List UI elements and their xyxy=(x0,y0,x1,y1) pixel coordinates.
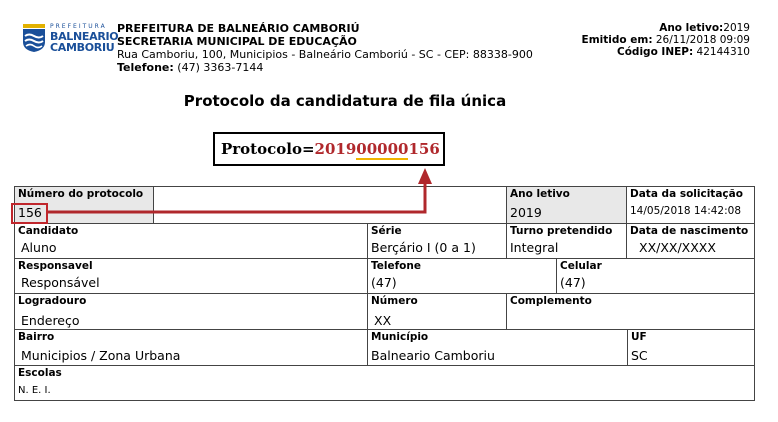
logo-line2: CAMBORIU xyxy=(50,41,115,54)
city-logo xyxy=(22,20,119,56)
field-label: Número xyxy=(371,295,418,307)
ano-letivo-value: 2019 xyxy=(723,22,750,34)
field-value: Balneario Camboriu xyxy=(371,348,495,363)
field-label: Bairro xyxy=(18,331,55,343)
field-label: UF xyxy=(631,331,647,343)
phone-value: (47) 3363-7144 xyxy=(177,61,264,74)
org-header xyxy=(117,22,533,74)
protocol-box xyxy=(213,132,445,166)
field-spacer xyxy=(153,186,506,224)
field-label: Série xyxy=(371,225,402,237)
field-municipio xyxy=(367,329,628,366)
highlight-box xyxy=(11,203,48,224)
ano-letivo-label: Ano letivo: xyxy=(659,22,724,34)
inep-label: Código INEP: xyxy=(617,46,694,58)
field-responsavel xyxy=(14,258,368,294)
field-ano-letivo xyxy=(506,186,627,224)
org-department: SECRETARIA MUNICIPAL DE EDUCAÇÃO xyxy=(117,35,357,48)
field-value: SC xyxy=(631,348,648,363)
field-value: Integral xyxy=(510,240,559,255)
field-value: Aluno xyxy=(21,240,57,255)
field-serie xyxy=(367,223,507,259)
field-numero xyxy=(367,293,507,330)
field-value: Responsável xyxy=(21,275,100,290)
field-value: 14/05/2018 14:42:08 xyxy=(630,205,742,217)
document-meta xyxy=(582,22,750,58)
field-label: Data da solicitação xyxy=(630,188,743,200)
emitido-label: Emitido em: xyxy=(581,34,653,46)
inep-value: 42144310 xyxy=(696,46,750,58)
protocol-padding: 00000 xyxy=(356,140,409,158)
field-celular xyxy=(556,258,755,294)
field-value: XX/XX/XXXX xyxy=(639,240,716,255)
field-telefone xyxy=(367,258,557,294)
city-crest-icon xyxy=(22,24,46,52)
field-label: Responsavel xyxy=(18,260,93,272)
page-title: Protocolo da candidatura de fila única xyxy=(183,92,507,110)
field-value: N. E. I. xyxy=(18,385,51,396)
org-address: Rua Camboriu, 100, Municipios - Balneário Camboriú - SC - CEP: 88338-900 xyxy=(117,48,533,61)
field-candidato xyxy=(14,223,368,259)
field-escolas xyxy=(14,365,755,401)
field-nascimento xyxy=(626,223,755,259)
field-label: Data de nascimento xyxy=(630,225,749,237)
field-value: 2019 xyxy=(510,205,542,220)
field-label: Complemento xyxy=(510,295,592,307)
field-data-solicitacao xyxy=(626,186,755,224)
field-label: Logradouro xyxy=(18,295,87,307)
protocol-year: 2019 xyxy=(314,140,357,158)
protocol-label: Protocolo= xyxy=(221,140,315,158)
field-value: 156 xyxy=(18,205,42,220)
field-label: Número do protocolo xyxy=(18,188,144,200)
field-value: XX xyxy=(374,313,392,328)
field-label: Município xyxy=(371,331,429,343)
field-complemento xyxy=(506,293,755,330)
field-value: Municipios / Zona Urbana xyxy=(21,348,181,363)
logo-small-text: PREFEITURA xyxy=(50,23,107,30)
field-label: Escolas xyxy=(18,367,62,379)
phone-label: Telefone: xyxy=(117,61,174,74)
field-bairro xyxy=(14,329,368,366)
field-value: Endereço xyxy=(21,313,80,328)
field-logradouro xyxy=(14,293,368,330)
field-label: Turno pretendido xyxy=(510,225,613,237)
field-label: Celular xyxy=(560,260,602,272)
field-turno xyxy=(506,223,627,259)
protocol-number: 156 xyxy=(408,140,440,158)
field-value: (47) xyxy=(371,275,397,290)
field-uf xyxy=(627,329,755,366)
field-label: Candidato xyxy=(18,225,79,237)
org-name: PREFEITURA DE BALNEÁRIO CAMBORIÚ xyxy=(117,22,360,35)
logo-line1: BALNEARIO xyxy=(50,30,119,43)
field-label: Ano letivo xyxy=(510,188,570,200)
emitido-value: 26/11/2018 09:09 xyxy=(655,34,750,46)
field-value: (47) xyxy=(560,275,586,290)
org-phone xyxy=(117,61,533,74)
field-label: Telefone xyxy=(371,260,421,272)
field-value: Berçário I (0 a 1) xyxy=(371,240,476,255)
